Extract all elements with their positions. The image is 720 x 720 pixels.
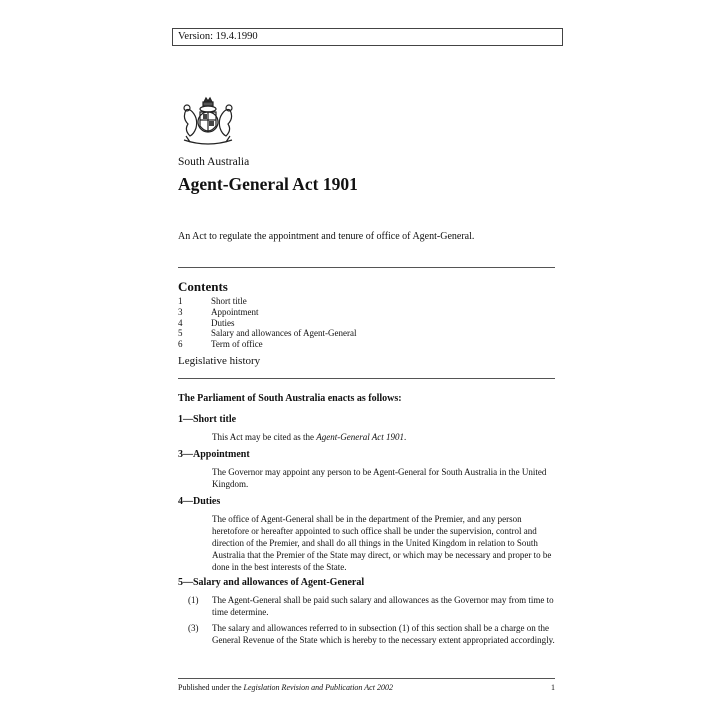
subsection-text: The salary and allowances referred to in subsection (1) of this section shall be a charge on the General Revenue of the State which is hereby to the necessary extent appropriated accordingly.	[212, 623, 555, 645]
section-3-text: The Governor may appoint any person to be Agent-General for South Australia in the United Kingdom.	[212, 467, 547, 489]
long-title: An Act to regulate the appointment and tenure of office of Agent-General.	[178, 231, 475, 242]
toc-item-6[interactable]	[178, 339, 356, 350]
section-4-text: The office of Agent-General shall be in the department of the Premier, and any person heretofore or hereafter appointed to such office shall be under the supervision, control and direction of the Premier, and shall do all things in the United Kingdom in relation to South Australia that the Premier of the State may direct, or which may be necessary and proper to be done in the best interests of the State.	[212, 514, 552, 572]
section-1-text	[212, 431, 557, 443]
toc-item-3[interactable]	[178, 307, 356, 318]
subsection-number: (3)	[188, 623, 199, 633]
section-4-heading: 4—Duties	[178, 496, 221, 507]
section-3-heading: 3—Appointment	[178, 449, 250, 460]
subsection-1	[178, 594, 558, 618]
section-1-text-before: This Act may be cited as the	[212, 432, 317, 442]
jurisdiction-label: South Australia	[178, 156, 250, 168]
section-1-text-after: .	[404, 432, 407, 442]
publication-prefix: Published under the	[178, 683, 244, 692]
subsection-3	[178, 622, 558, 646]
page-number: 1	[551, 683, 555, 692]
subsection-text: The Agent-General shall be paid such salary and allowances as the Governor may from time to time determine.	[212, 595, 554, 617]
toc-number: 4	[178, 317, 183, 328]
act-citation: Agent-General Act 1901	[316, 432, 405, 442]
coat-of-arms-icon	[178, 96, 238, 148]
toc-number: 6	[178, 339, 183, 350]
toc-label: Salary and allowances of Agent-General	[211, 328, 357, 339]
toc-number: 3	[178, 306, 183, 317]
divider	[178, 378, 555, 379]
act-title: Agent-General Act 1901	[178, 174, 358, 194]
table-of-contents	[178, 296, 356, 350]
toc-label: Duties	[211, 317, 235, 328]
enacting-words: The Parliament of South Australia enacts as follows:	[178, 393, 402, 404]
toc-item-legislative-history[interactable]: Legislative history	[178, 355, 261, 367]
page-footer	[178, 683, 555, 692]
section-5-heading: 5—Salary and allowances of Agent-General	[178, 577, 365, 588]
footer-divider	[178, 678, 555, 679]
contents-heading: Contents	[178, 279, 228, 294]
section-1-heading: 1—Short title	[178, 414, 237, 425]
publication-note	[178, 683, 393, 692]
version-label: Version: 19.4.1990	[178, 31, 258, 42]
toc-label: Appointment	[211, 306, 259, 317]
toc-item-4[interactable]	[178, 318, 356, 329]
toc-item-1[interactable]	[178, 296, 356, 307]
divider	[178, 267, 555, 268]
publication-act: Legislation Revision and Publication Act 2002	[243, 683, 393, 692]
toc-label: Term of office	[211, 339, 263, 350]
version-box	[172, 28, 563, 46]
toc-number: 1	[178, 296, 183, 306]
toc-item-5[interactable]	[178, 328, 356, 339]
subsection-number: (1)	[188, 595, 199, 605]
toc-label: Short title	[211, 296, 247, 306]
toc-number: 5	[178, 328, 183, 339]
